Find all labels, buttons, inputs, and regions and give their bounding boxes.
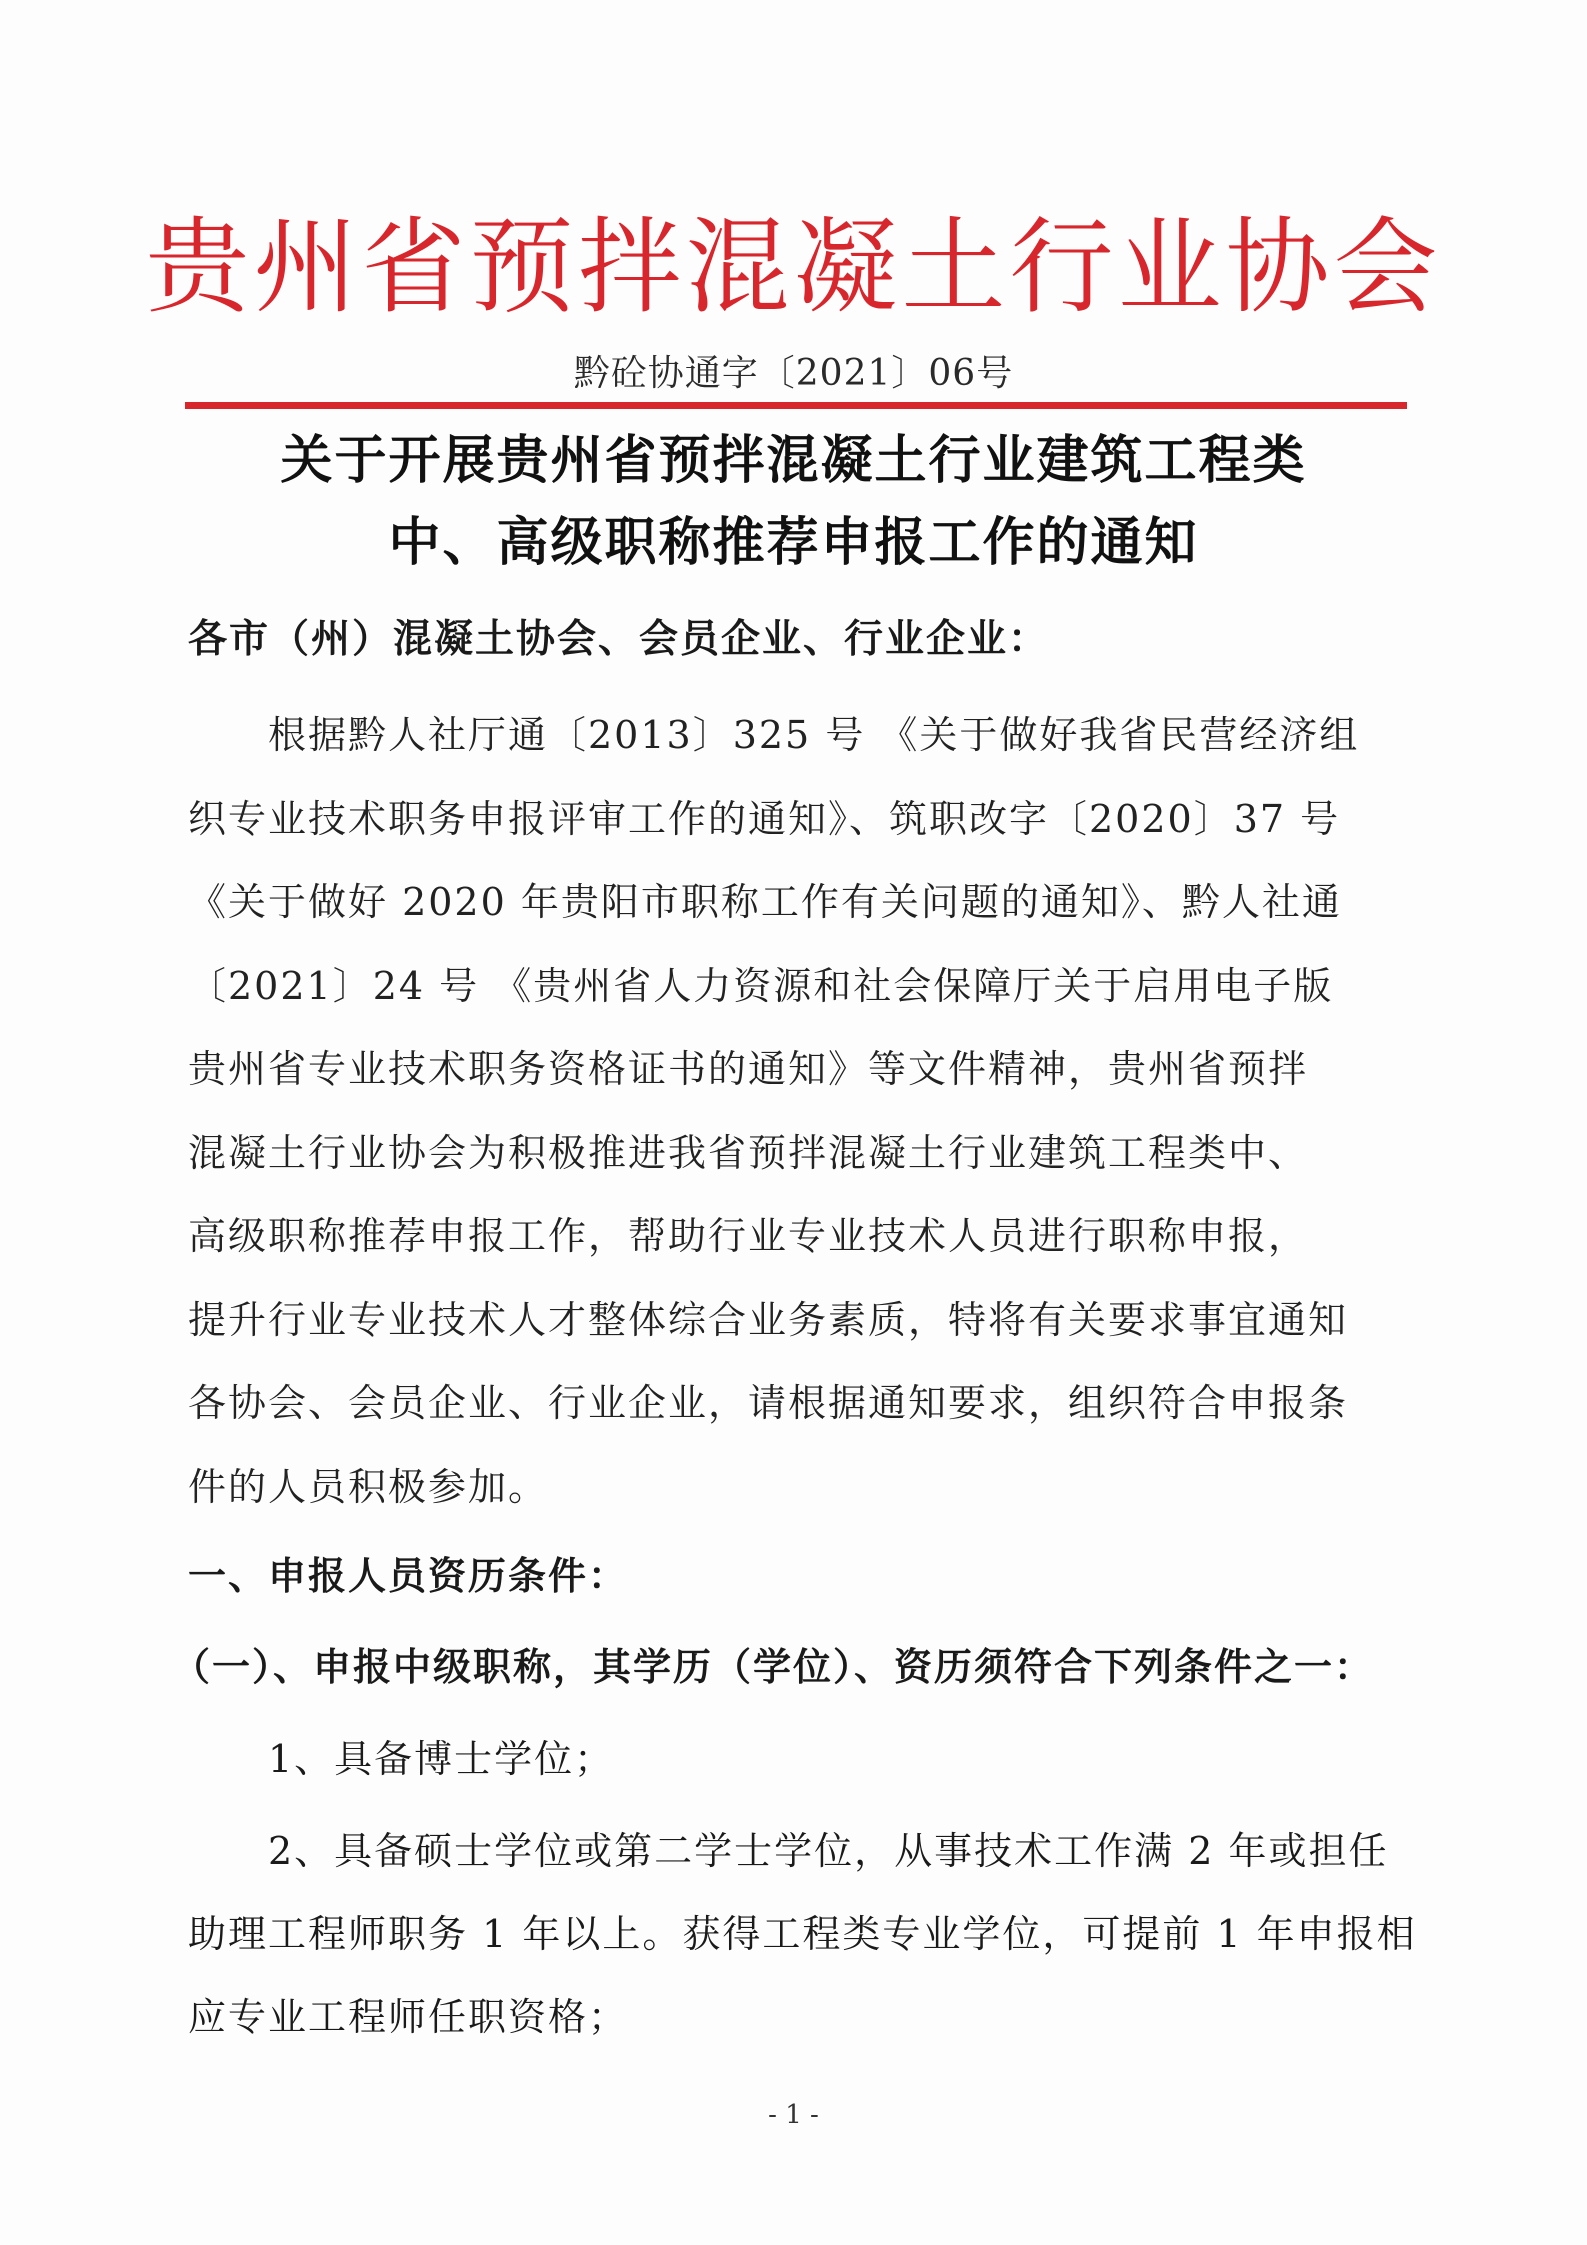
document-number: 黔砼协通字〔2021〕06号	[573, 353, 1014, 394]
list-item-2-line-2: 助理工程师职务 1 年以上。获得工程类专业学位，可提前 1 年申报相	[188, 1912, 1417, 1956]
org-title: 贵州省预拌混凝土行业协会	[145, 206, 1442, 328]
addressee: 各市（州）混凝土协会、会员企业、行业企业：	[188, 616, 1050, 662]
red-divider-line	[185, 402, 1407, 409]
list-item-1: 1、具备博士学位；	[188, 1737, 615, 1781]
body-line: 混凝土行业协会为积极推进我省预拌混凝土行业建筑工程类中、	[188, 1130, 1309, 1175]
notice-title-line-2: 中、高级职称推荐申报工作的通知	[388, 513, 1199, 573]
body-line: 根据黔人社厅通〔2013〕325 号 《关于做好我省民营经济组	[188, 713, 1360, 757]
body-line: 《关于做好 2020 年贵阳市职称工作有关问题的通知》、黔人社通	[188, 880, 1342, 924]
body-line: 高级职称推荐申报工作，帮助行业专业技术人员进行职称申报，	[188, 1214, 1309, 1258]
body-paragraph	[188, 694, 1398, 1529]
notice-title-line-1: 关于开展贵州省预拌混凝土行业建筑工程类	[280, 431, 1307, 491]
body-line: 件的人员积极参加。	[188, 1464, 549, 1509]
page-number: - 1 -	[768, 2100, 819, 2130]
list-item-2-line-3: 应专业工程师任职资格；	[188, 1995, 629, 2039]
body-line: 贵州省专业技术职务资格证书的通知》等文件精神，贵州省预拌	[188, 1047, 1309, 1091]
body-line: 织专业技术职务申报评审工作的通知》、筑职改字〔2020〕37 号	[188, 796, 1341, 841]
subsection-heading-1: （一）、申报中级职称，其学历（学位）、资历须符合下列条件之一：	[172, 1644, 1375, 1689]
body-line: 提升行业专业技术人才整体综合业务素质，特将有关要求事宜通知	[188, 1297, 1349, 1342]
list-item-2-line-1: 2、具备硕士学位或第二学士学位，从事技术工作满 2 年或担任	[188, 1829, 1389, 1873]
section-heading-1: 一、申报人员资历条件：	[188, 1553, 629, 1598]
notice-title	[0, 420, 1587, 584]
body-line: 〔2021〕24 号 《贵州省人力资源和社会保障厅关于启用电子版	[188, 963, 1334, 1008]
body-line: 各协会、会员企业、行业企业，请根据通知要求，组织符合申报条	[188, 1381, 1349, 1425]
